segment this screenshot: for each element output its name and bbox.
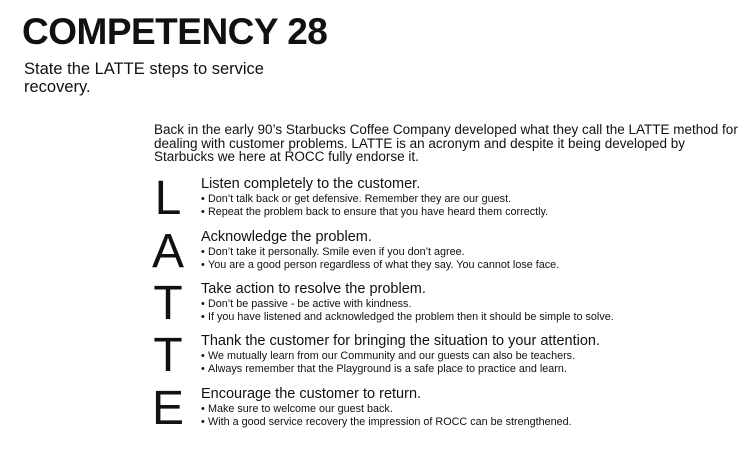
step-bullet: [201, 298, 741, 311]
step-body: [201, 333, 741, 375]
page-title: COMPETENCY 28: [22, 11, 328, 52]
bullet-icon: •: [201, 415, 205, 428]
bullet-icon: •: [201, 193, 205, 205]
step-bullet: [201, 311, 741, 324]
step-bullet: [201, 403, 741, 416]
step-bullet: [201, 259, 741, 272]
step-letter: L: [154, 172, 182, 225]
step-body: [201, 281, 741, 323]
bullet-text: Don’t take it personally. Smile even if you don’t agree.: [208, 246, 465, 258]
bullet-text: We mutually learn from our Community and our guests can also be teachers.: [208, 350, 576, 362]
bullet-text: Make sure to welcome our guest back.: [208, 403, 393, 415]
step-take-action: [148, 279, 743, 331]
step-acknowledge: [148, 227, 743, 279]
step-body: [201, 176, 741, 218]
step-letter: E: [151, 382, 184, 435]
bullet-icon: •: [201, 403, 205, 415]
step-bullet: [201, 363, 741, 376]
step-heading: Acknowledge the problem.: [201, 229, 372, 245]
step-letter: T: [153, 277, 183, 330]
step-letter: T: [153, 329, 183, 382]
step-heading: Take action to resolve the problem.: [201, 281, 426, 297]
bullet-text: Don’t be passive - be active with kindness.: [208, 298, 412, 310]
bullet-icon: •: [201, 310, 205, 323]
step-heading: Encourage the customer to return.: [201, 386, 422, 402]
bullet-text: If you have listened and acknowledged the problem then it should be simple to solve.: [208, 310, 614, 323]
step-letter: A: [151, 225, 184, 278]
bullet-text: You are a good person regardless of what they say. You cannot lose face.: [208, 258, 560, 271]
step-thank: [148, 331, 743, 383]
step-bullet: [201, 193, 741, 206]
step-body: [201, 386, 741, 428]
bullet-text: Don’t talk back or get defensive. Remember they are our guest.: [208, 193, 512, 205]
intro-paragraph: Back in the early 90’s Starbucks Coffee Company developed what they call the LATTE method for dealing with customer problems. LATTE is an acronym and despite it being developed by Starbucks we here at ROCC fully endorse it.: [154, 122, 738, 164]
bullet-icon: •: [201, 246, 205, 258]
bullet-icon: •: [201, 362, 205, 375]
step-listen: [148, 174, 743, 226]
step-bullet: [201, 246, 741, 259]
page-subtitle: State the LATTE steps to service recovery.: [24, 60, 264, 96]
bullet-text: With a good service recovery the impression of ROCC can be strengthened.: [208, 415, 572, 428]
step-bullet: [201, 416, 741, 429]
bullet-icon: •: [201, 298, 205, 310]
step-body: [201, 229, 741, 271]
step-encourage: [148, 384, 743, 436]
bullet-text: Repeat the problem back to ensure that you have heard them correctly.: [208, 205, 549, 218]
step-bullet: [201, 350, 741, 363]
step-heading: Thank the customer for bringing the situation to your attention.: [201, 333, 600, 349]
bullet-icon: •: [201, 205, 205, 218]
step-heading: Listen completely to the customer.: [201, 176, 421, 192]
bullet-text: Always remember that the Playground is a safe place to practice and learn.: [208, 362, 567, 375]
step-bullet: [201, 206, 741, 219]
bullet-icon: •: [201, 258, 205, 271]
bullet-icon: •: [201, 350, 205, 362]
